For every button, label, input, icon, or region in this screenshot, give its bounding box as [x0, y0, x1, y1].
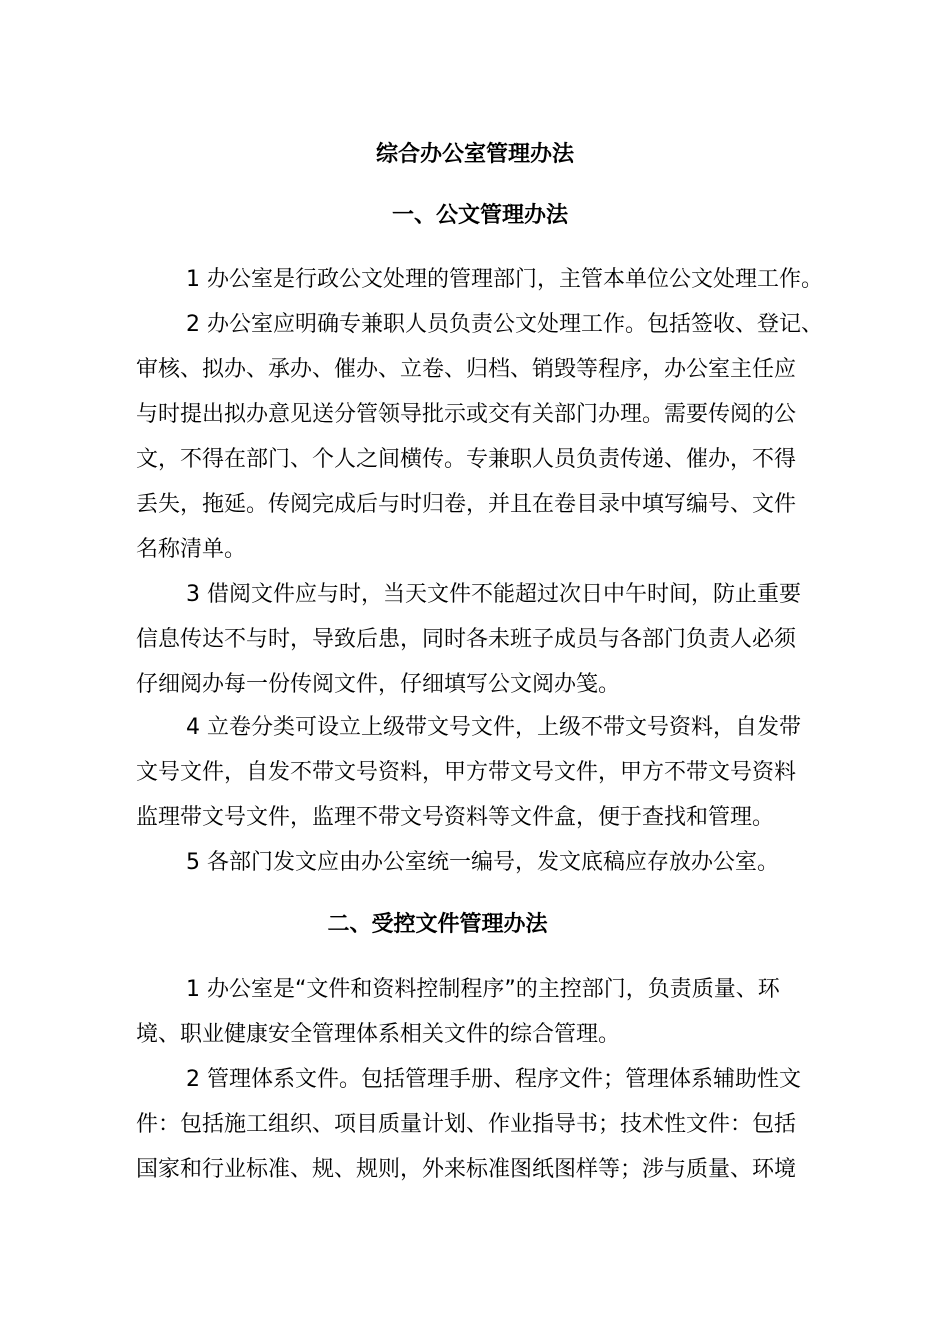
section-2-paragraph-2 — [136, 1057, 896, 1192]
section-1-paragraph-2 — [136, 302, 896, 572]
paragraph-line: 仔细阅办每一份传阅文件，仔细填写公文阅办笺。 — [136, 672, 621, 697]
paragraph-line: 1 办公室是行政公文处理的管理部门，主管本单位公文处理工作。 — [186, 267, 823, 292]
paragraph-line: 国家和行业标准、规、规则，外来标准图纸图样等；涉与质量、环境 — [136, 1157, 797, 1182]
paragraph-line: 名称清单。 — [136, 537, 247, 562]
paragraph-line: 监理带文号文件，监理不带文号资料等文件盒，便于查找和管理。 — [136, 805, 775, 830]
paragraph-line: 件：包括施工组织、项目质量计划、作业指导书；技术性文件：包括 — [136, 1112, 797, 1137]
paragraph-line: 境、职业健康安全管理体系相关文件的综合管理。 — [136, 1022, 621, 1047]
section-1-paragraph-5 — [136, 840, 896, 885]
paragraph-line: 3 借阅文件应与时，当天文件不能超过次日中午时间，防止重要 — [186, 582, 801, 607]
paragraph-line: 审核、拟办、承办、催办、立卷、归档、销毁等程序，办公室主任应 — [136, 357, 797, 382]
paragraph-line: 与时提出拟办意见送分管领导批示或交有关部门办理。需要传阅的公 — [136, 402, 797, 427]
paragraph-line: 信息传达不与时，导致后患，同时各未班子成员与各部门负责人必须 — [136, 627, 797, 652]
paragraph-line: 4 立卷分类可设立上级带文号文件，上级不带文号资料，自发带 — [186, 715, 801, 740]
section-1-paragraph-1 — [136, 257, 896, 302]
document-title: 综合办公室管理办法 — [375, 142, 574, 167]
section-1-paragraph-4 — [136, 705, 896, 840]
section-2-heading: 二、受控文件管理办法 — [327, 912, 548, 937]
paragraph-line: 文，不得在部门、个人之间横传。专兼职人员负责传递、催办，不得 — [136, 447, 797, 472]
paragraph-line: 2 管理体系文件。包括管理手册、程序文件；管理体系辅助性文 — [186, 1067, 801, 1092]
paragraph-line: 5 各部门发文应由办公室统一编号，发文底稿应存放办公室。 — [186, 850, 779, 875]
section-1-paragraph-3 — [136, 572, 896, 707]
paragraph-line: 1 办公室是“文件和资料控制程序”的主控部门，负责质量、环 — [186, 977, 780, 1002]
paragraph-line: 2 办公室应明确专兼职人员负责公文处理工作。包括签收、登记、 — [186, 312, 823, 337]
section-1-heading: 一、公文管理办法 — [391, 203, 568, 228]
paragraph-line: 文号文件，自发不带文号资料，甲方带文号文件，甲方不带文号资料 — [136, 760, 797, 785]
section-2-paragraph-1 — [136, 967, 896, 1057]
paragraph-line: 丢失，拖延。传阅完成后与时归卷，并且在卷目录中填写编号、文件 — [136, 492, 797, 517]
